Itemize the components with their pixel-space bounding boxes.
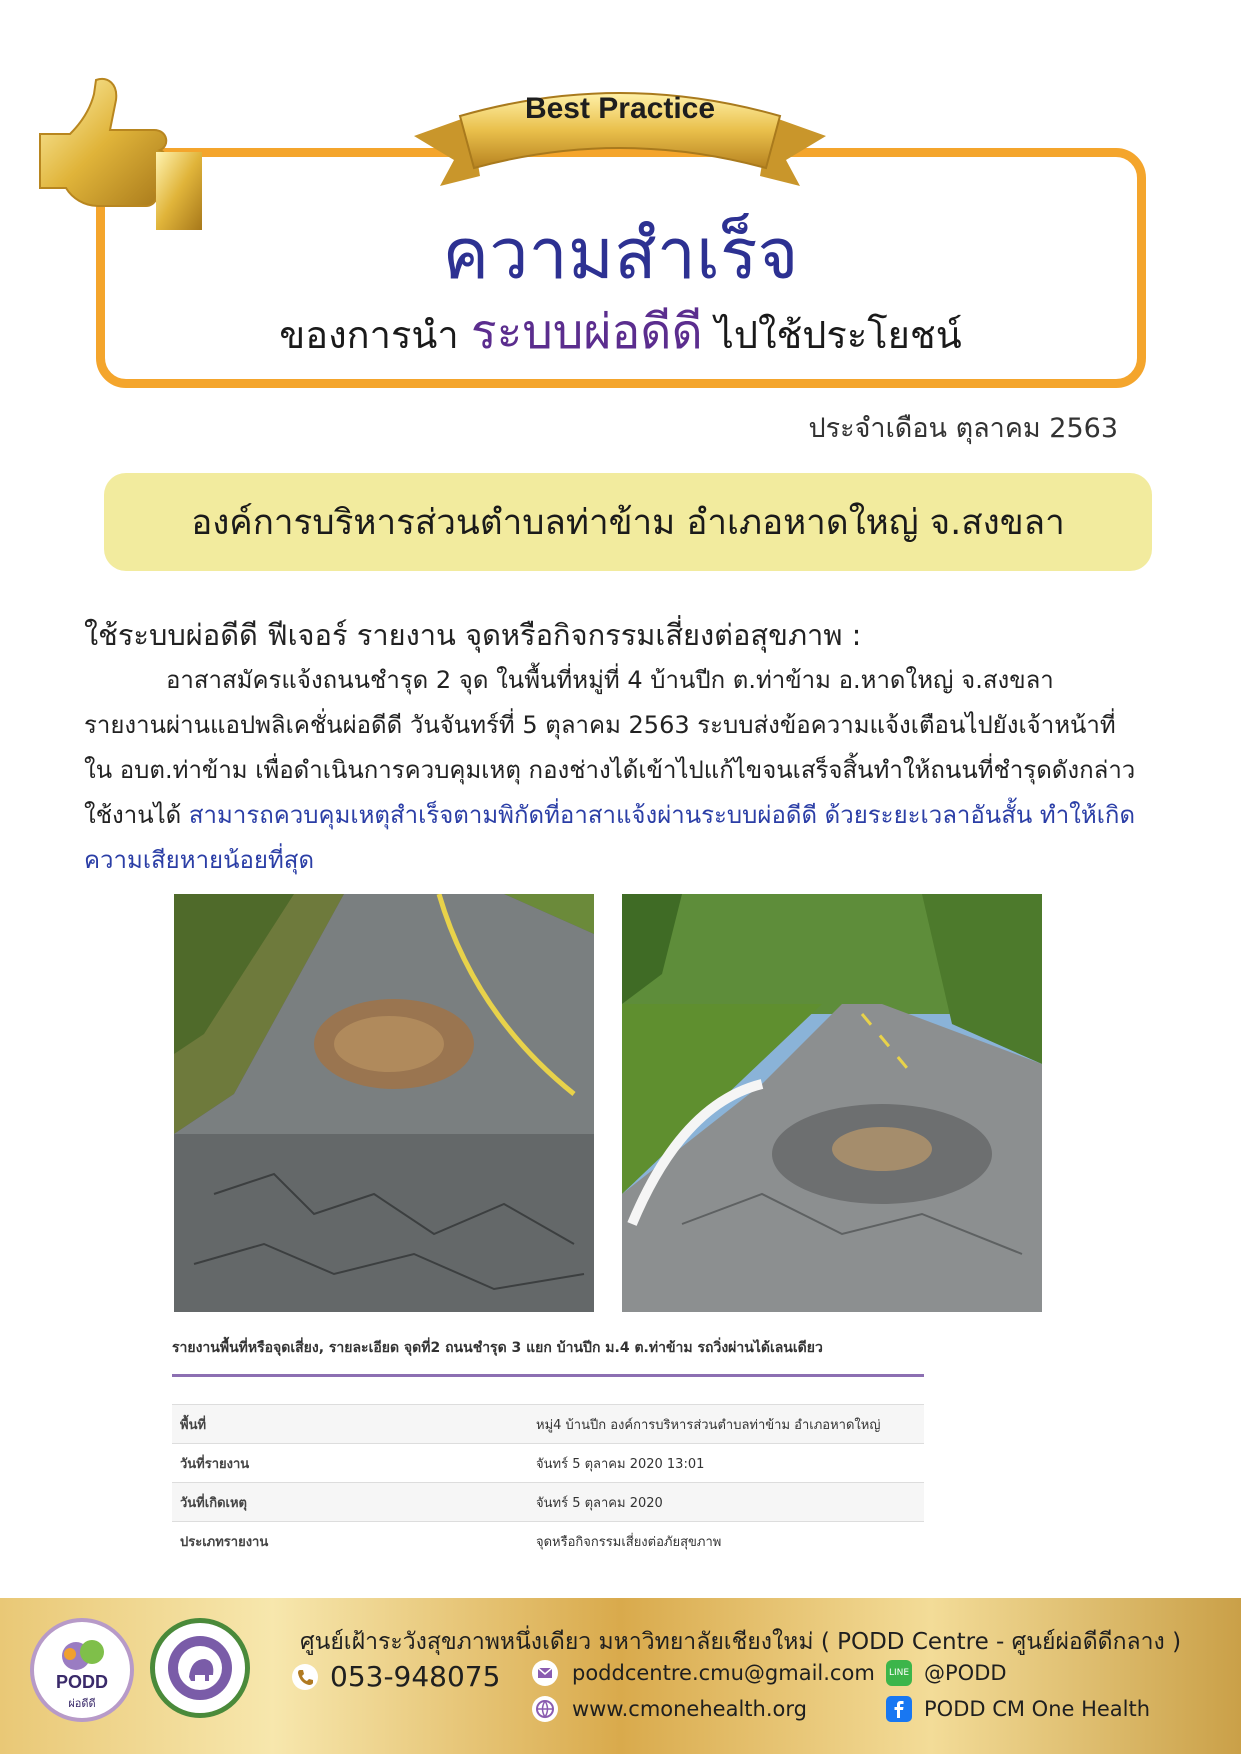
table-row [172, 1483, 924, 1522]
month-label: ประจำเดือน ตุลาคม 2563 [808, 413, 1118, 444]
row-label: ประเภทรายงาน [172, 1522, 528, 1561]
facebook-icon [886, 1696, 912, 1722]
line-id[interactable]: @PODD [924, 1661, 1007, 1685]
row-value: จันทร์ 5 ตุลาคม 2020 13:01 [528, 1444, 924, 1483]
page-title: ความสำเร็จ [442, 213, 799, 295]
facebook-page[interactable]: PODD CM One Health [924, 1697, 1151, 1721]
report-divider [172, 1374, 924, 1377]
subtitle-highlight: ระบบผ่อดีดี [470, 304, 703, 360]
phone-number: 053-948075 [330, 1660, 501, 1693]
damaged-road-photo-1 [174, 894, 594, 1312]
paragraph-text: อาสาสมัครแจ้งถนนชำรุด 2 จุด ในพื้นที่หมู่ที่ 4 บ้านปีก ต.ท่าข้าม อ.หาดใหญ่ จ.สงขลา รายงานผ่านแอปพลิเคชั่นผ่อดีดี วันจันทร์ที่ 5 ตุลาคม 2563 ระบบส่งข้อความแจ้งเตือนไปยังเจ้าหน้าที่ใน อบต.ท่าข้าม เพื่อดำเนินการควบคุมเหตุ กองช่างได้เข้าไปแก้ไขจนเสร็จสิ้นทำให้ถนนที่ชำรุดดังกล่าวใช้งานได้ [84, 666, 1136, 829]
footer-email[interactable] [532, 1660, 875, 1686]
row-value: หมู่4 บ้านปีก องค์การบริหารส่วนตำบลท่าข้าม อำเภอหาดใหญ่ [528, 1405, 924, 1444]
damaged-road-photo-2 [622, 894, 1042, 1312]
email-icon [532, 1660, 558, 1686]
subtitle-pre: ของการนำ [279, 313, 459, 357]
row-value: จันทร์ 5 ตุลาคม 2020 [528, 1483, 924, 1522]
globe-icon [532, 1696, 558, 1722]
report-table [172, 1404, 924, 1560]
podd-logo [30, 1618, 134, 1722]
row-value: จุดหรือกิจกรรมเสี่ยงต่อภัยสุขภาพ [528, 1522, 924, 1561]
footer-website[interactable] [532, 1696, 807, 1722]
intro-text: ใช้ระบบผ่อดีดี ฟีเจอร์ รายงาน จุดหรือกิจกรรมเสี่ยงต่อสุขภาพ : [84, 618, 862, 652]
logo-subtext: ผ่อดีดี [68, 1697, 96, 1710]
footer-phone [292, 1660, 500, 1693]
footer-line[interactable] [886, 1660, 1007, 1686]
email-address[interactable]: poddcentre.cmu@gmail.com [572, 1661, 875, 1685]
table-row [172, 1405, 924, 1444]
subtitle-post: ไปใช้ประโยชน์ [714, 313, 962, 357]
footer-title: ศูนย์เฝ้าระวังสุขภาพหนึ่งเดียว มหาวิทยาลัยเชียงใหม่ ( PODD Centre - ศูนย์ผ่อดีดีกลาง ) [300, 1629, 1182, 1655]
body-paragraph [84, 658, 1139, 883]
row-label: วันที่เกิดเหตุ [172, 1483, 528, 1522]
row-label: พื้นที่ [172, 1405, 528, 1444]
ribbon-label: Best Practice [524, 92, 716, 125]
website-url[interactable]: www.cmonehealth.org [572, 1697, 807, 1721]
line-icon: LINE [886, 1660, 912, 1686]
organization-name: องค์การบริหารส่วนตำบลท่าข้าม อำเภอหาดใหญ่ จ.สงขลา [191, 503, 1065, 543]
report-heading: รายงานพื้นที่หรือจุดเสี่ยง, รายละเอียด จุดที่2 ถนนชำรุด 3 แยก บ้านปีก ม.4 ต.ท่าข้าม รถวิ่งผ่านได้เลนเดียว [172, 1340, 823, 1356]
footer-facebook[interactable] [886, 1696, 1150, 1722]
row-label: วันที่รายงาน [172, 1444, 528, 1483]
paragraph-highlight: สามารถควบคุมเหตุสำเร็จตามพิกัดที่อาสาแจ้งผ่านระบบผ่อดีดี ด้วยระยะเวลาอันสั้น ทำให้เกิดความเสียหายน้อยที่สุด [84, 801, 1136, 874]
phone-icon [292, 1664, 318, 1690]
table-row [172, 1522, 924, 1561]
cmu-seal-logo [150, 1618, 250, 1718]
logo-text: PODD [55, 1672, 108, 1692]
page-subtitle [0, 294, 1241, 370]
table-row [172, 1444, 924, 1483]
